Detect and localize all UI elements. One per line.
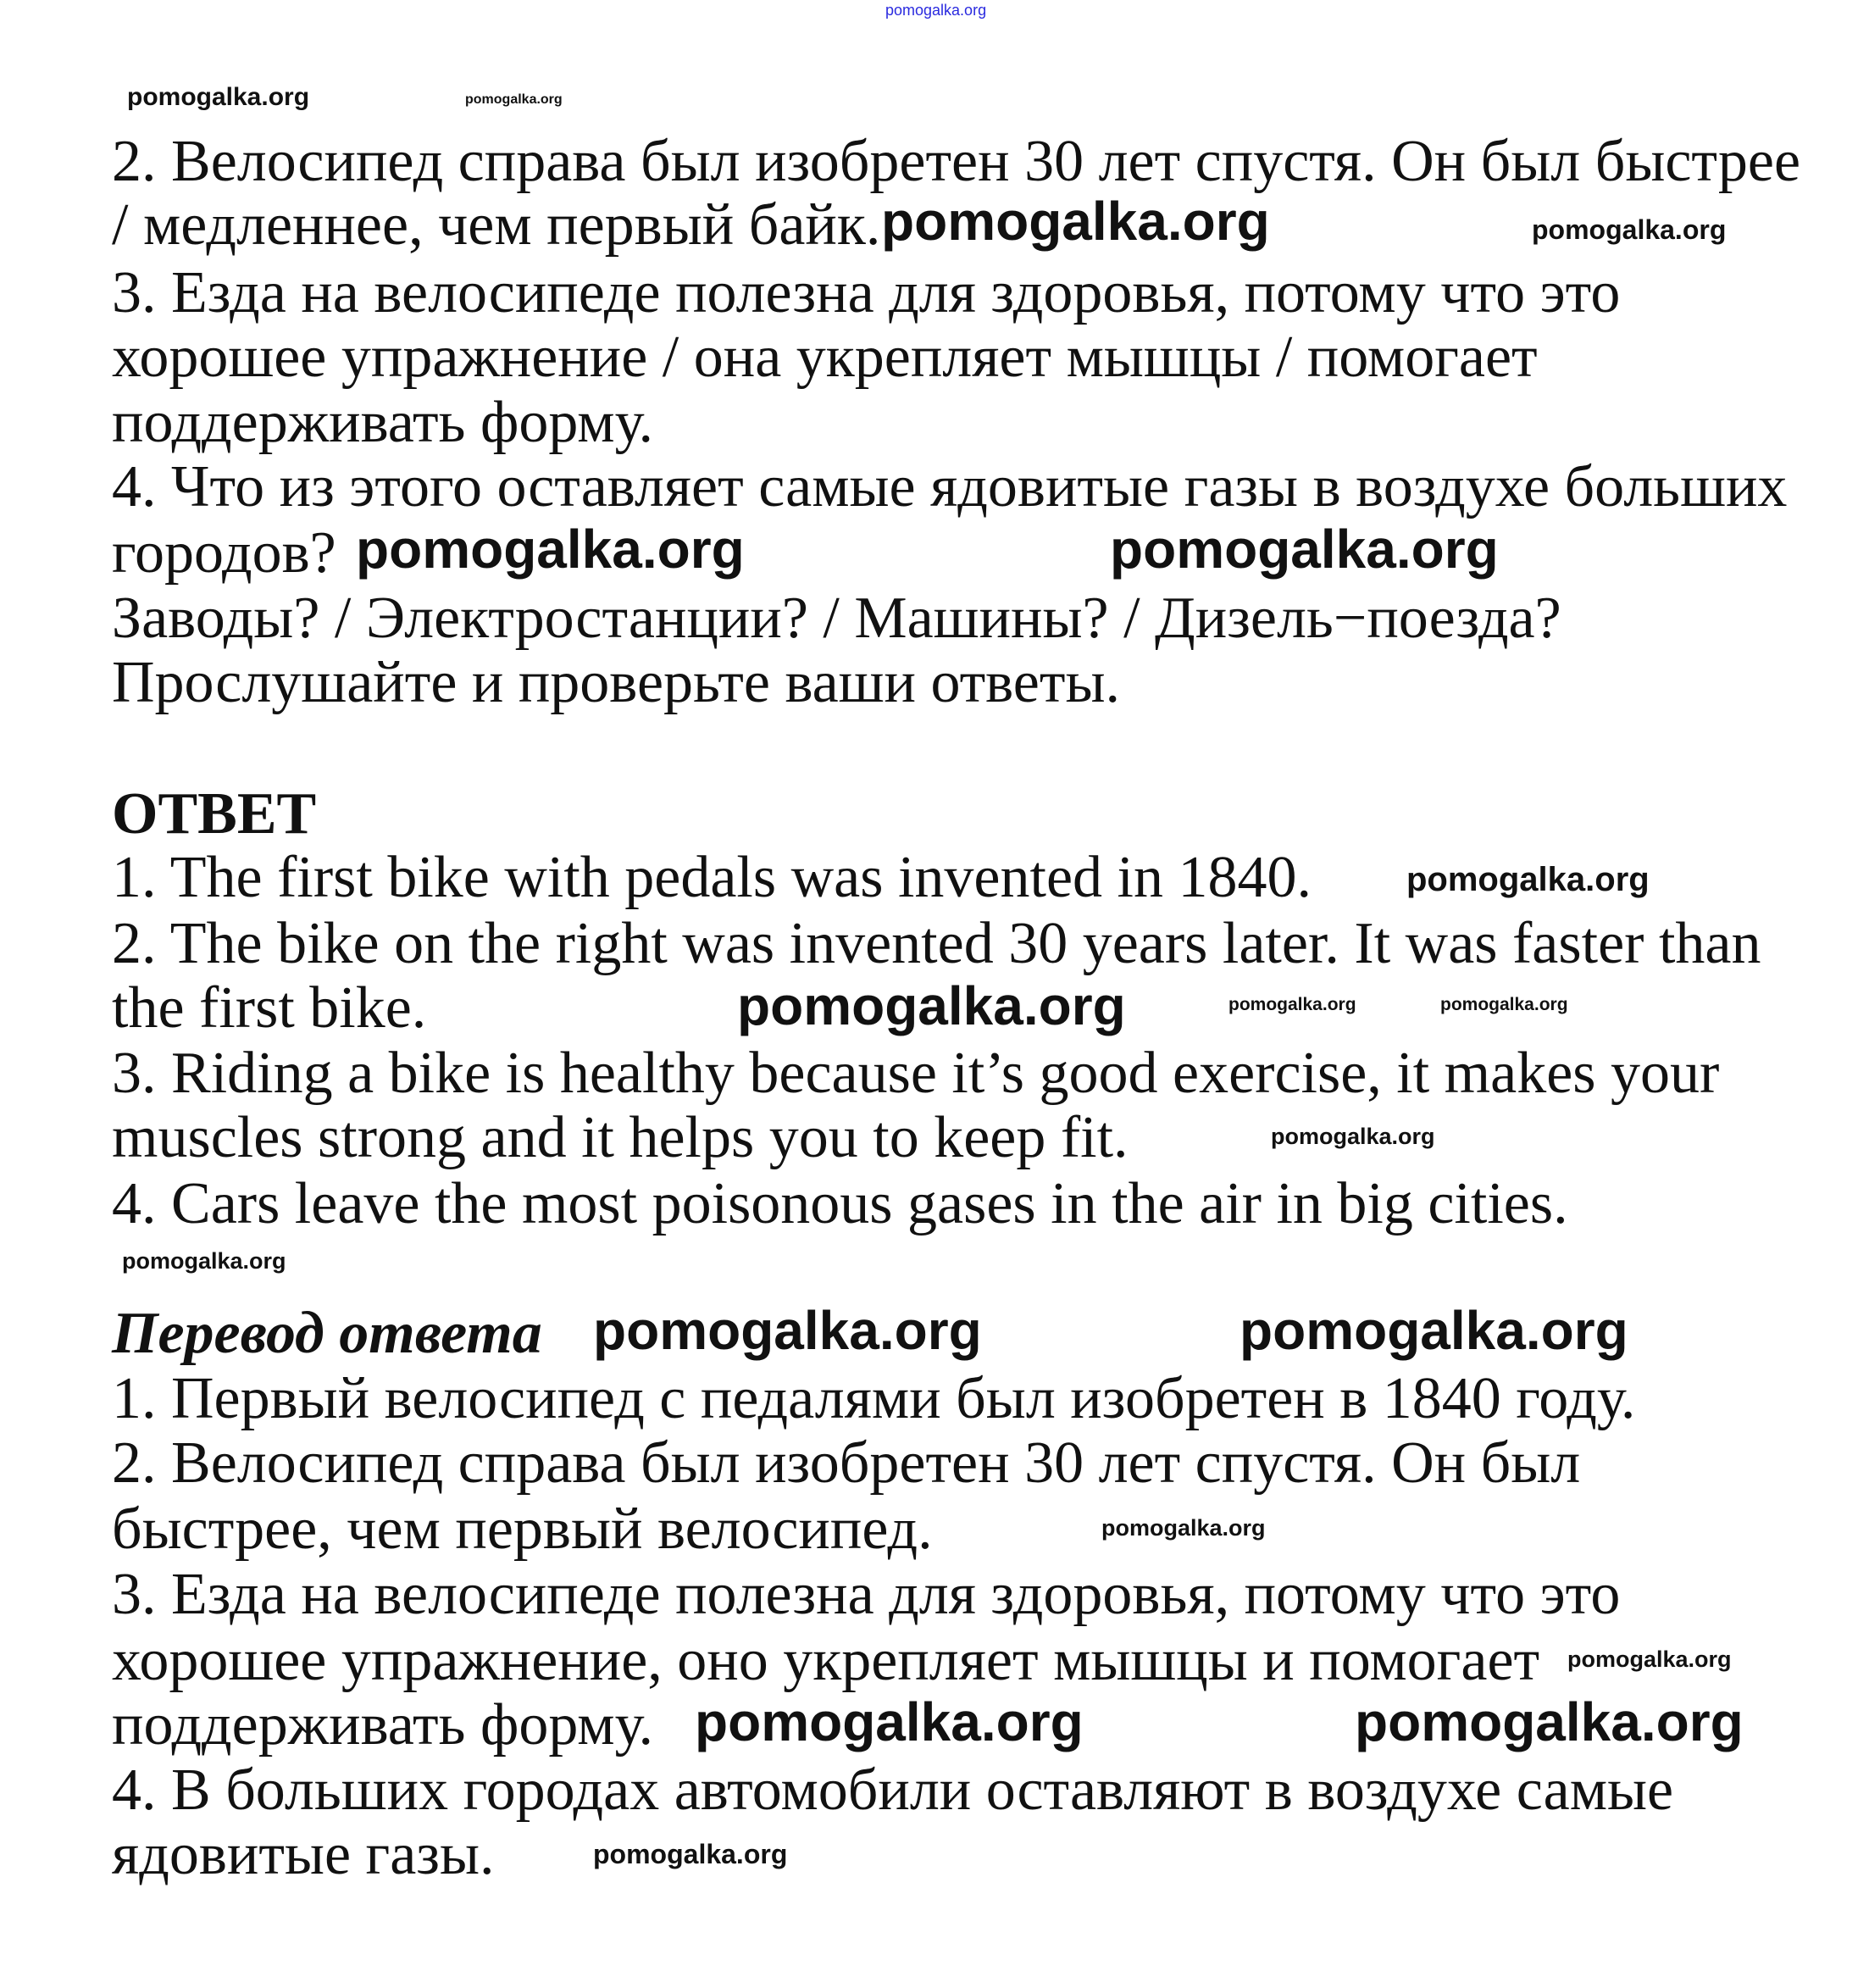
watermark: pomogalka.org xyxy=(881,191,1270,252)
watermark: pomogalka.org xyxy=(356,519,745,580)
question-line: Заводы? / Электростанции? / Машины? / Дизель−поезда? xyxy=(112,586,1561,651)
answer-line: 1. The first bike with pedals was invented in 1840. xyxy=(112,845,1312,910)
watermark: pomogalka.org xyxy=(1355,1691,1744,1752)
question-line: / медленнее, чем первый байк. xyxy=(112,192,881,258)
question-line: поддерживать форму. xyxy=(112,390,654,455)
watermark: pomogalka.org xyxy=(695,1691,1084,1752)
translation-line: 4. В больших городах автомобили оставляют в воздухе самые xyxy=(112,1758,1674,1823)
watermark: pomogalka.org xyxy=(127,83,310,111)
question-line: 4. Что из этого оставляет самые ядовитые газы в воздухе больших xyxy=(112,454,1788,519)
translation-line: 3. Езда на велосипеде полезна для здоровья, потому что это xyxy=(112,1562,1621,1627)
answer-line: 4. Cars leave the most poisonous gases in the air in big cities. xyxy=(112,1171,1568,1236)
translation-line: ядовитые газы. xyxy=(112,1822,495,1887)
translation-heading: Перевод ответа xyxy=(112,1301,542,1366)
watermark: pomogalka.org xyxy=(1406,861,1650,898)
question-line: Прослушайте и проверьте ваши ответы. xyxy=(112,650,1120,715)
answer-line: the first bike. xyxy=(112,975,427,1041)
answer-line: muscles strong and it helps you to keep fit. xyxy=(112,1105,1129,1170)
watermark: pomogalka.org xyxy=(1110,519,1499,580)
watermark: pomogalka.org xyxy=(1240,1300,1628,1361)
watermark: pomogalka.org xyxy=(122,1248,286,1274)
watermark: pomogalka.org xyxy=(737,975,1126,1036)
translation-line: быстрее, чем первый велосипед. xyxy=(112,1497,933,1562)
watermark: pomogalka.org xyxy=(1271,1124,1435,1149)
question-line: 3. Езда на велосипеде полезна для здоровья, потому что это xyxy=(112,260,1621,325)
question-line: 2. Велосипед справа был изобретен 30 лет спустя. Он был быстрее xyxy=(112,129,1801,194)
header-watermark: pomogalka.org xyxy=(885,2,987,19)
translation-line: 1. Первый велосипед с педалями был изобретен в 1840 году. xyxy=(112,1366,1636,1431)
watermark: pomogalka.org xyxy=(1567,1646,1732,1672)
watermark: pomogalka.org xyxy=(593,1839,788,1869)
answer-line: 2. The bike on the right was invented 30 years later. It was faster than xyxy=(112,911,1761,976)
watermark: pomogalka.org xyxy=(1532,214,1727,245)
answer-line: 3. Riding a bike is healthy because it’s good exercise, it makes your xyxy=(112,1041,1720,1106)
answer-heading: ОТВЕТ xyxy=(112,781,317,847)
watermark: pomogalka.org xyxy=(1228,995,1356,1014)
translation-line: хорошее упражнение, оно укрепляет мышцы и помогает xyxy=(112,1628,1540,1693)
translation-line: поддерживать форму. xyxy=(112,1692,654,1758)
watermark: pomogalka.org xyxy=(593,1300,982,1361)
question-line: хорошее упражнение / она укрепляет мышцы / помогает xyxy=(112,325,1538,390)
translation-line: 2. Велосипед справа был изобретен 30 лет спустя. Он был xyxy=(112,1430,1581,1496)
watermark: pomogalka.org xyxy=(1101,1515,1266,1541)
question-line: городов? xyxy=(112,520,336,586)
watermark: pomogalka.org xyxy=(1440,995,1568,1014)
watermark: pomogalka.org xyxy=(465,92,563,107)
